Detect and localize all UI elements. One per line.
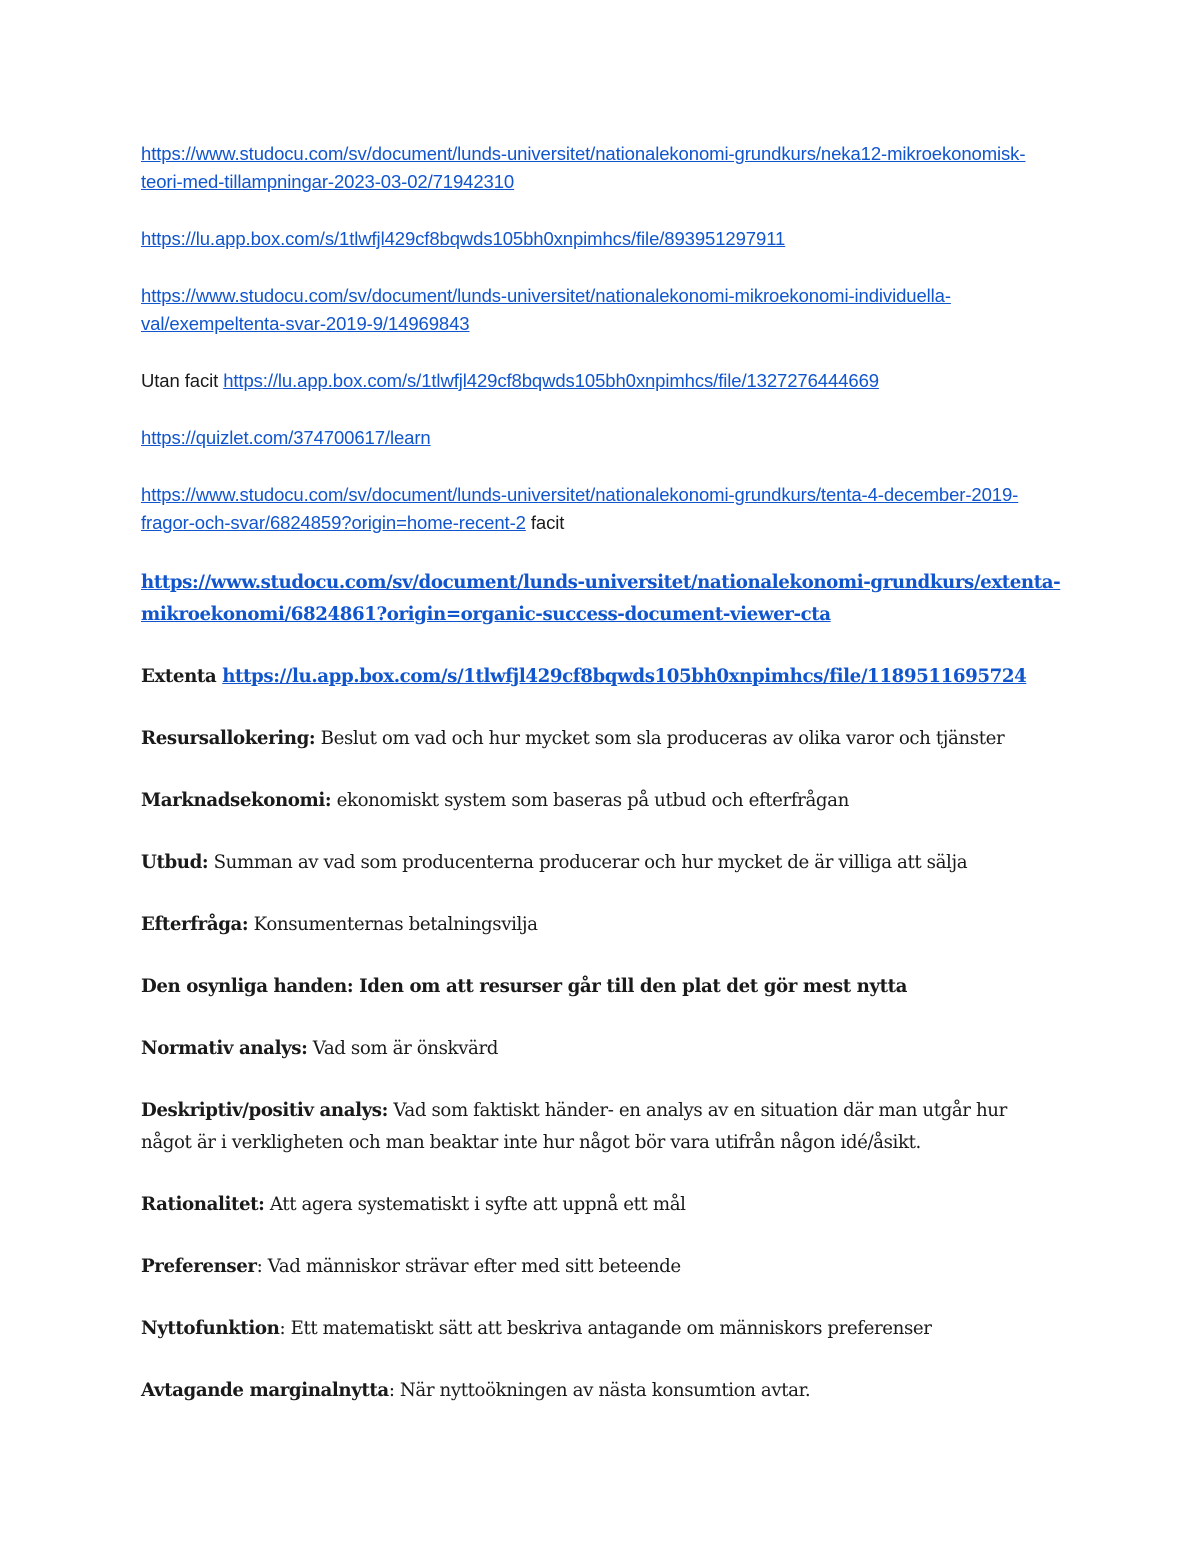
- definition-text: Beslut om vad och hur mycket som sla produceras av olika varor och tjänster: [315, 728, 1005, 749]
- quizlet-link[interactable]: https://quizlet.com/374700617/learn: [141, 427, 431, 448]
- link-paragraph: [141, 481, 1061, 537]
- definition-term: Normativ analys:: [141, 1038, 308, 1059]
- definition-item: [141, 1033, 1061, 1065]
- definition-text: Att agera systematiskt i syfte att uppnå ett mål: [264, 1194, 686, 1215]
- link-paragraph: [141, 424, 1061, 452]
- box-file-link[interactable]: https://lu.app.box.com/s/1tlwfjl429cf8bqwds105bh0xnpimhcs/file/893951297911: [141, 228, 786, 249]
- definition-text: Summan av vad som producenterna producerar och hur mycket de är villiga att sälja: [208, 852, 968, 873]
- definition-term: Utbud:: [141, 852, 209, 873]
- serif-link-paragraph: [141, 661, 1061, 693]
- link-paragraph: [141, 367, 1061, 395]
- definition-term: Nyttofunktion: [141, 1318, 280, 1339]
- serif-link-paragraph: [141, 567, 1061, 631]
- definition-term: Rationalitet:: [141, 1194, 265, 1215]
- definition-term: Deskriptiv/positiv analys:: [141, 1100, 388, 1121]
- definition-text: : Ett matematiskt sätt att beskriva antagande om människors preferenser: [279, 1318, 932, 1339]
- link-prefix: Utan facit: [141, 370, 224, 391]
- document-page: [141, 140, 1061, 1407]
- definition-text: Konsumenternas betalningsvilja: [248, 914, 538, 935]
- definition-item: [141, 1251, 1061, 1283]
- definition-term: Marknadsekonomi:: [141, 790, 332, 811]
- link-suffix: facit: [525, 512, 565, 533]
- definition-text: Vad som faktiskt händer- en analys av en situation där man utgår hur något är i verkligheten och man beaktar inte hur något bör vara utifrån någon idé/åsikt.: [141, 1100, 1007, 1153]
- definition-item: [141, 723, 1061, 755]
- definition-item: [141, 971, 1061, 1003]
- link-paragraph: [141, 225, 1061, 253]
- studocu-extenta-link[interactable]: https://www.studocu.com/sv/document/lunds-universitet/nationalekonomi-grundkurs/extenta-mikroekonomi/6824861?origin=organic-success-document-viewer-cta: [141, 572, 1061, 625]
- definition-item: [141, 1313, 1061, 1345]
- link-paragraph: [141, 140, 1061, 196]
- box-utan-facit-link[interactable]: https://lu.app.box.com/s/1tlwfjl429cf8bqwds105bh0xnpimhcs/file/1327276444669: [223, 370, 879, 391]
- definition-item: [141, 1189, 1061, 1221]
- definition-text: Vad som är önskvärd: [307, 1038, 499, 1059]
- definition-term: Preferenser: [141, 1256, 257, 1277]
- definition-term: Resursallokering:: [141, 728, 316, 749]
- definition-term: Den osynliga handen:: [141, 976, 354, 997]
- definition-item: [141, 1375, 1061, 1407]
- definition-item: [141, 847, 1061, 879]
- studocu-exempeltenta-link[interactable]: https://www.studocu.com/sv/document/lunds-universitet/nationalekonomi-mikroekonomi-individuella-val/exempeltenta-svar-2019-9/14969843: [141, 285, 951, 334]
- extenta-label: Extenta: [141, 666, 223, 687]
- box-extenta-link[interactable]: https://lu.app.box.com/s/1tlwfjl429cf8bqwds105bh0xnpimhcs/file/1189511695724: [222, 666, 1027, 687]
- definition-text: : När nyttoökningen av nästa konsumtion avtar.: [388, 1380, 811, 1401]
- definition-text: : Vad människor strävar efter med sitt beteende: [256, 1256, 681, 1277]
- definition-text: ekonomiskt system som baseras på utbud och efterfrågan: [331, 790, 849, 811]
- definition-item: [141, 909, 1061, 941]
- studocu-neka12-link[interactable]: https://www.studocu.com/sv/document/lunds-universitet/nationalekonomi-grundkurs/neka12-mikroekonomisk-teori-med-tillampningar-2023-03-02/71942310: [141, 143, 1026, 192]
- definition-item: [141, 1095, 1061, 1159]
- link-paragraph: [141, 282, 1061, 338]
- definition-text: Iden om att resurser går till den plat det gör mest nytta: [353, 976, 908, 997]
- definition-term: Avtagande marginalnytta: [141, 1380, 389, 1401]
- definition-item: [141, 785, 1061, 817]
- studocu-tenta-facit-link[interactable]: https://www.studocu.com/sv/document/lunds-universitet/nationalekonomi-grundkurs/tenta-4-december-2019-fragor-och-svar/6824859?origin=home-recent-2: [141, 484, 1019, 533]
- definition-term: Efterfråga:: [141, 914, 249, 935]
